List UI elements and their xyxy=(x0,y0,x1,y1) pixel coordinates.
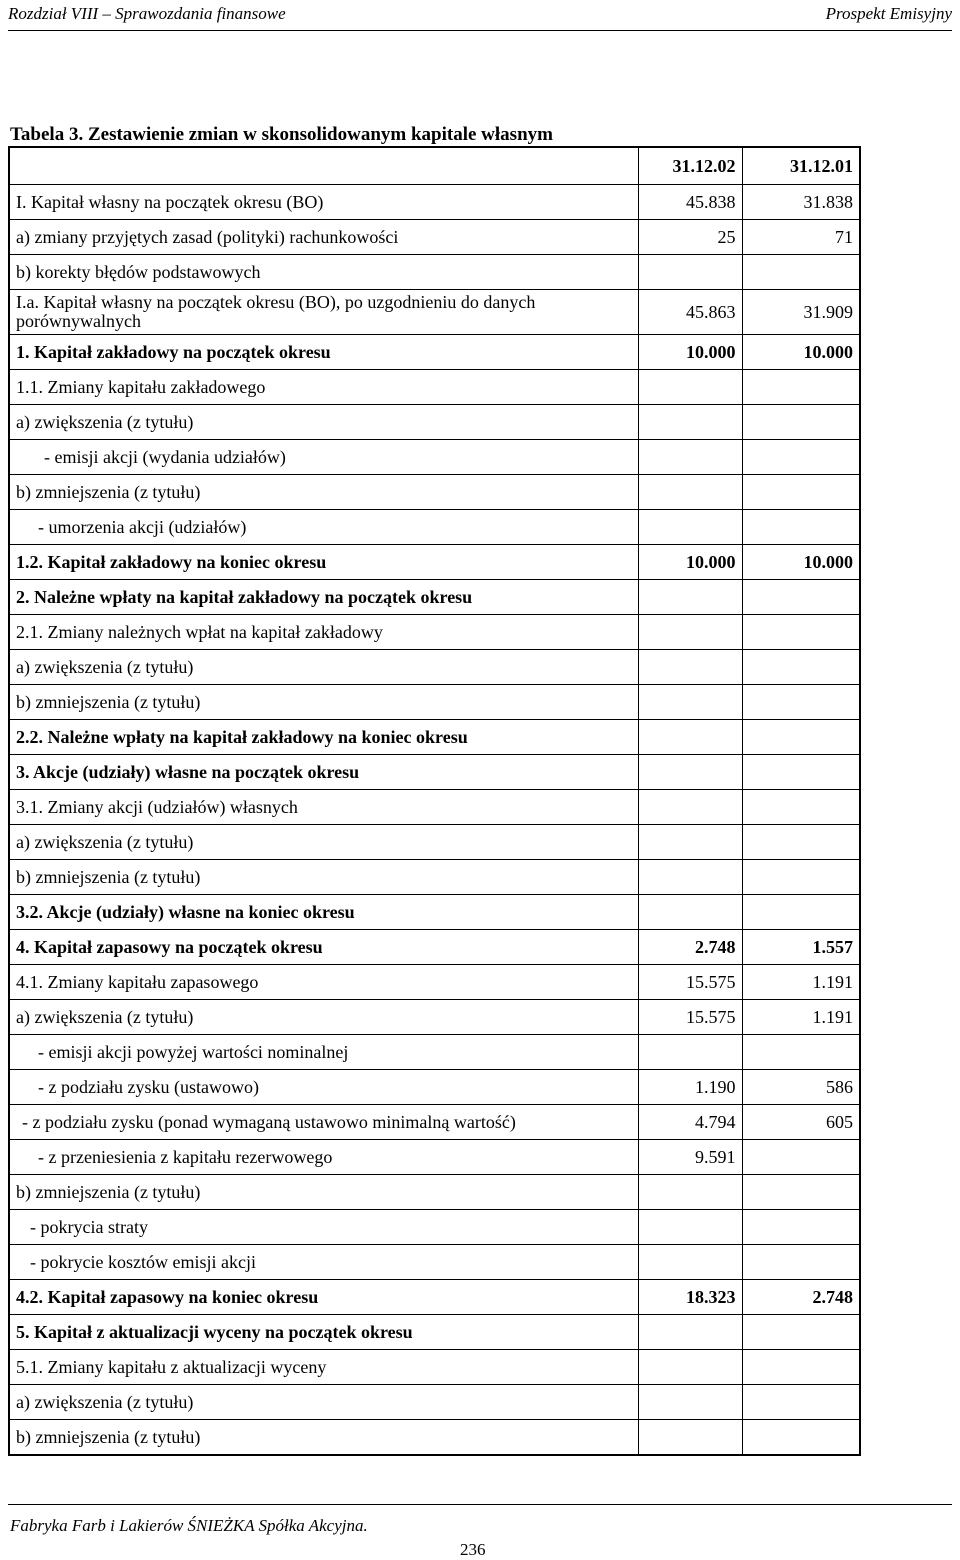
row-label: b) zmniejszenia (z tytułu) xyxy=(9,475,638,510)
row-value-2001 xyxy=(742,580,860,615)
row-value-2002 xyxy=(638,1175,742,1210)
row-value-2002 xyxy=(638,720,742,755)
row-value-2001: 31.838 xyxy=(742,185,860,220)
table-row xyxy=(9,335,860,370)
row-value-2002 xyxy=(638,405,742,440)
row-value-2001 xyxy=(742,1035,860,1070)
row-value-2002: 1.190 xyxy=(638,1070,742,1105)
row-value-2002 xyxy=(638,615,742,650)
row-value-2002: 10.000 xyxy=(638,545,742,580)
table-row xyxy=(9,185,860,220)
row-value-2002: 4.794 xyxy=(638,1105,742,1140)
row-value-2001: 71 xyxy=(742,220,860,255)
table-row xyxy=(9,370,860,405)
row-label: 2. Należne wpłaty na kapitał zakładowy na początek okresu xyxy=(9,580,638,615)
row-label: a) zwiększenia (z tytułu) xyxy=(9,650,638,685)
row-value-2002 xyxy=(638,370,742,405)
row-value-2001: 1.557 xyxy=(742,930,860,965)
column-header-2001: 31.12.01 xyxy=(742,147,860,185)
row-label: 1.1. Zmiany kapitału zakładowego xyxy=(9,370,638,405)
table-row xyxy=(9,475,860,510)
row-label: I.a. Kapitał własny na początek okresu (BO), po uzgodnieniu do danych porównywalnych xyxy=(9,290,638,335)
row-value-2002 xyxy=(638,510,742,545)
row-label: 1.2. Kapitał zakładowy na koniec okresu xyxy=(9,545,638,580)
row-label: 3.2. Akcje (udziały) własne na koniec okresu xyxy=(9,895,638,930)
row-value-2001: 31.909 xyxy=(742,290,860,335)
row-label: - umorzenia akcji (udziałów) xyxy=(9,510,638,545)
row-value-2002: 15.575 xyxy=(638,1000,742,1035)
row-value-2001 xyxy=(742,1245,860,1280)
row-label: - z podziału zysku (ustawowo) xyxy=(9,1070,638,1105)
document-title: Prospekt Emisyjny xyxy=(825,4,952,23)
table-row xyxy=(9,790,860,825)
table-row xyxy=(9,580,860,615)
row-label: 2.2. Należne wpłaty na kapitał zakładowy na koniec okresu xyxy=(9,720,638,755)
row-label: 4.1. Zmiany kapitału zapasowego xyxy=(9,965,638,1000)
row-value-2002 xyxy=(638,685,742,720)
table-row xyxy=(9,965,860,1000)
row-value-2001 xyxy=(742,510,860,545)
table-row xyxy=(9,1245,860,1280)
row-value-2001 xyxy=(742,1420,860,1456)
table-row xyxy=(9,1175,860,1210)
table-row xyxy=(9,825,860,860)
row-value-2002 xyxy=(638,1420,742,1456)
row-value-2002 xyxy=(638,860,742,895)
row-value-2002 xyxy=(638,1385,742,1420)
table-row xyxy=(9,1140,860,1175)
table-header-row xyxy=(9,147,860,185)
table-row xyxy=(9,1385,860,1420)
row-label: 3.1. Zmiany akcji (udziałów) własnych xyxy=(9,790,638,825)
row-label: b) zmniejszenia (z tytułu) xyxy=(9,1420,638,1456)
row-value-2001 xyxy=(742,1175,860,1210)
row-label: a) zwiększenia (z tytułu) xyxy=(9,825,638,860)
row-value-2001 xyxy=(742,755,860,790)
row-label: - emisji akcji powyżej wartości nominalnej xyxy=(9,1035,638,1070)
row-label: - pokrycia straty xyxy=(9,1210,638,1245)
row-value-2001: 1.191 xyxy=(742,1000,860,1035)
row-label: b) zmniejszenia (z tytułu) xyxy=(9,860,638,895)
row-value-2001 xyxy=(742,825,860,860)
column-header-2002: 31.12.02 xyxy=(638,147,742,185)
row-label: 1. Kapitał zakładowy na początek okresu xyxy=(9,335,638,370)
row-label: a) zwiększenia (z tytułu) xyxy=(9,405,638,440)
row-label: - z przeniesienia z kapitału rezerwowego xyxy=(9,1140,638,1175)
row-label: 5. Kapitał z aktualizacji wyceny na początek okresu xyxy=(9,1315,638,1350)
row-label: a) zwiększenia (z tytułu) xyxy=(9,1000,638,1035)
row-value-2001: 1.191 xyxy=(742,965,860,1000)
table-row xyxy=(9,860,860,895)
row-value-2002: 45.863 xyxy=(638,290,742,335)
table-row xyxy=(9,1350,860,1385)
row-value-2002: 45.838 xyxy=(638,185,742,220)
row-label: 4. Kapitał zapasowy na początek okresu xyxy=(9,930,638,965)
row-value-2002 xyxy=(638,650,742,685)
row-value-2002 xyxy=(638,1245,742,1280)
row-value-2002 xyxy=(638,475,742,510)
row-value-2002: 15.575 xyxy=(638,965,742,1000)
row-label: - emisji akcji (wydania udziałów) xyxy=(9,440,638,475)
row-value-2001 xyxy=(742,370,860,405)
table-row xyxy=(9,220,860,255)
row-label: b) zmniejszenia (z tytułu) xyxy=(9,1175,638,1210)
row-value-2001 xyxy=(742,255,860,290)
row-value-2001: 2.748 xyxy=(742,1280,860,1315)
row-label: I. Kapitał własny na początek okresu (BO) xyxy=(9,185,638,220)
row-value-2001 xyxy=(742,1315,860,1350)
row-value-2001 xyxy=(742,650,860,685)
row-value-2001 xyxy=(742,860,860,895)
row-value-2001 xyxy=(742,440,860,475)
row-value-2002: 25 xyxy=(638,220,742,255)
row-value-2001: 10.000 xyxy=(742,545,860,580)
row-value-2001 xyxy=(742,685,860,720)
row-value-2002 xyxy=(638,1210,742,1245)
header-label-cell xyxy=(9,147,638,185)
row-value-2001 xyxy=(742,1140,860,1175)
table-row xyxy=(9,1315,860,1350)
row-value-2001: 10.000 xyxy=(742,335,860,370)
table-row xyxy=(9,1070,860,1105)
footer-company: Fabryka Farb i Lakierów ŚNIEŻKA Spółka Akcyjna. xyxy=(10,1516,368,1535)
table-row xyxy=(9,1105,860,1140)
row-value-2002: 18.323 xyxy=(638,1280,742,1315)
row-value-2002: 10.000 xyxy=(638,335,742,370)
row-label: a) zmiany przyjętych zasad (polityki) rachunkowości xyxy=(9,220,638,255)
row-value-2002 xyxy=(638,790,742,825)
table-row xyxy=(9,720,860,755)
row-value-2002 xyxy=(638,1035,742,1070)
row-value-2001: 605 xyxy=(742,1105,860,1140)
row-value-2002: 9.591 xyxy=(638,1140,742,1175)
table-row xyxy=(9,545,860,580)
table-row xyxy=(9,1280,860,1315)
row-value-2002 xyxy=(638,255,742,290)
row-value-2001 xyxy=(742,895,860,930)
table-row xyxy=(9,1420,860,1456)
table-caption: Tabela 3. Zestawienie zmian w skonsolidowanym kapitale własnym xyxy=(10,124,553,145)
row-label: 2.1. Zmiany należnych wpłat na kapitał zakładowy xyxy=(9,615,638,650)
row-value-2001 xyxy=(742,1210,860,1245)
row-label: 4.2. Kapitał zapasowy na koniec okresu xyxy=(9,1280,638,1315)
row-label: 3. Akcje (udziały) własne na początek okresu xyxy=(9,755,638,790)
table-row xyxy=(9,755,860,790)
row-value-2002 xyxy=(638,825,742,860)
row-value-2002 xyxy=(638,580,742,615)
table-row xyxy=(9,685,860,720)
row-label: b) korekty błędów podstawowych xyxy=(9,255,638,290)
chapter-title: Rozdział VIII – Sprawozdania finansowe xyxy=(8,4,286,23)
row-value-2001 xyxy=(742,1385,860,1420)
page-header xyxy=(8,2,952,31)
table-row xyxy=(9,255,860,290)
footer-divider xyxy=(8,1504,952,1505)
row-label: 5.1. Zmiany kapitału z aktualizacji wyceny xyxy=(9,1350,638,1385)
row-value-2001 xyxy=(742,405,860,440)
row-value-2002 xyxy=(638,1350,742,1385)
table-row xyxy=(9,510,860,545)
row-label: - z podziału zysku (ponad wymaganą ustawowo minimalną wartość) xyxy=(9,1105,638,1140)
table-row xyxy=(9,930,860,965)
row-value-2001 xyxy=(742,720,860,755)
row-value-2001 xyxy=(742,1350,860,1385)
page-number: 236 xyxy=(460,1540,486,1559)
table-row xyxy=(9,895,860,930)
table-row xyxy=(9,1000,860,1035)
row-value-2002 xyxy=(638,440,742,475)
row-value-2001: 586 xyxy=(742,1070,860,1105)
row-value-2002: 2.748 xyxy=(638,930,742,965)
row-value-2002 xyxy=(638,755,742,790)
row-value-2001 xyxy=(742,790,860,825)
equity-changes-table xyxy=(8,146,861,1456)
table-row xyxy=(9,1210,860,1245)
table-row xyxy=(9,405,860,440)
row-value-2001 xyxy=(742,475,860,510)
row-value-2002 xyxy=(638,1315,742,1350)
row-value-2001 xyxy=(742,615,860,650)
row-label: a) zwiększenia (z tytułu) xyxy=(9,1385,638,1420)
row-label: b) zmniejszenia (z tytułu) xyxy=(9,685,638,720)
table-row xyxy=(9,290,860,335)
table-row xyxy=(9,650,860,685)
table-row xyxy=(9,615,860,650)
table-row xyxy=(9,1035,860,1070)
table-row xyxy=(9,440,860,475)
row-label: - pokrycie kosztów emisji akcji xyxy=(9,1245,638,1280)
row-value-2002 xyxy=(638,895,742,930)
